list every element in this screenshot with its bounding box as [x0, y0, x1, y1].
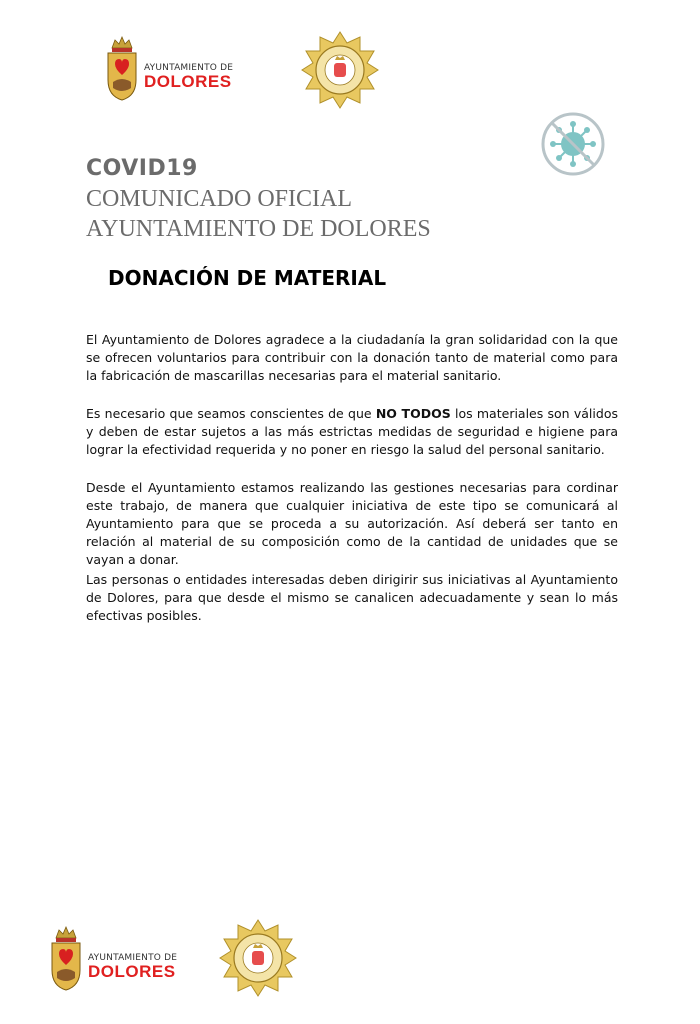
town-logo-header: [106, 34, 246, 106]
town-crest-icon: [50, 924, 82, 992]
police-badge-header: [300, 30, 380, 110]
paragraph-4-text: Las personas o entidades interesadas deben dirigirir sus iniciativas al Ayuntamiento de Dolores, para que desde el mismo se canalicen adecuadamente y sean lo más efectivas posibles.: [86, 572, 618, 623]
town-logo-subtitle: AYUNTAMIENTO DE: [144, 63, 234, 73]
paragraph-3-text: Desde el Ayuntamiento estamos realizando las gestiones necesarias para cordinar este trabajo, de manera que cualquier iniciativa de este tipo se comunicará al Ayuntamiento para que se proceda a su autorización. Así deberá ser tanto en relación al material de su composición como de la cantidad de unidades que se vayan a donar.: [86, 480, 618, 567]
page-title: DONACIÓN DE MATERIAL: [108, 266, 387, 290]
police-badge-icon: [300, 30, 380, 110]
paragraph-2-text: [86, 405, 618, 459]
town-logo-name: DOLORES: [88, 962, 176, 981]
paragraph-2: [86, 405, 618, 459]
town-logo-footer: [50, 924, 190, 996]
covid-heading: COVID19: [86, 156, 198, 181]
paragraph-1-text: El Ayuntamiento de Dolores agradece a la ciudadanía la gran solidaridad con la que se ofrecen voluntarios para contribuir con la donación tanto de material como para la fabricación de mascarillas necesarias para el material sanitario.: [86, 332, 618, 383]
police-badge-footer: [218, 918, 298, 998]
town-logo-subtitle: AYUNTAMIENTO DE: [88, 953, 178, 963]
paragraph-4: [86, 571, 618, 625]
town-hall-heading: AYUNTAMIENTO DE DOLORES: [86, 216, 431, 242]
town-logo-name: DOLORES: [144, 72, 232, 91]
paragraph-2-start: Es necesario que seamos conscientes de que: [86, 406, 376, 421]
communique-heading: COMUNICADO OFICIAL: [86, 186, 353, 212]
paragraph-2-end: los materiales son válidos y deben de estar sujetos a las más estrictas medidas de seguridad e higiene para lograr la efectividad requerida y no poner en riesgo la salud del personal sanitario.: [86, 406, 618, 457]
paragraph-1: [86, 331, 618, 385]
town-crest-icon: [106, 34, 138, 102]
no-virus-icon: [540, 111, 606, 177]
paragraph-3: [86, 479, 618, 569]
paragraph-2-emphasis: NO TODOS: [375, 406, 451, 421]
police-badge-icon: [218, 918, 298, 998]
